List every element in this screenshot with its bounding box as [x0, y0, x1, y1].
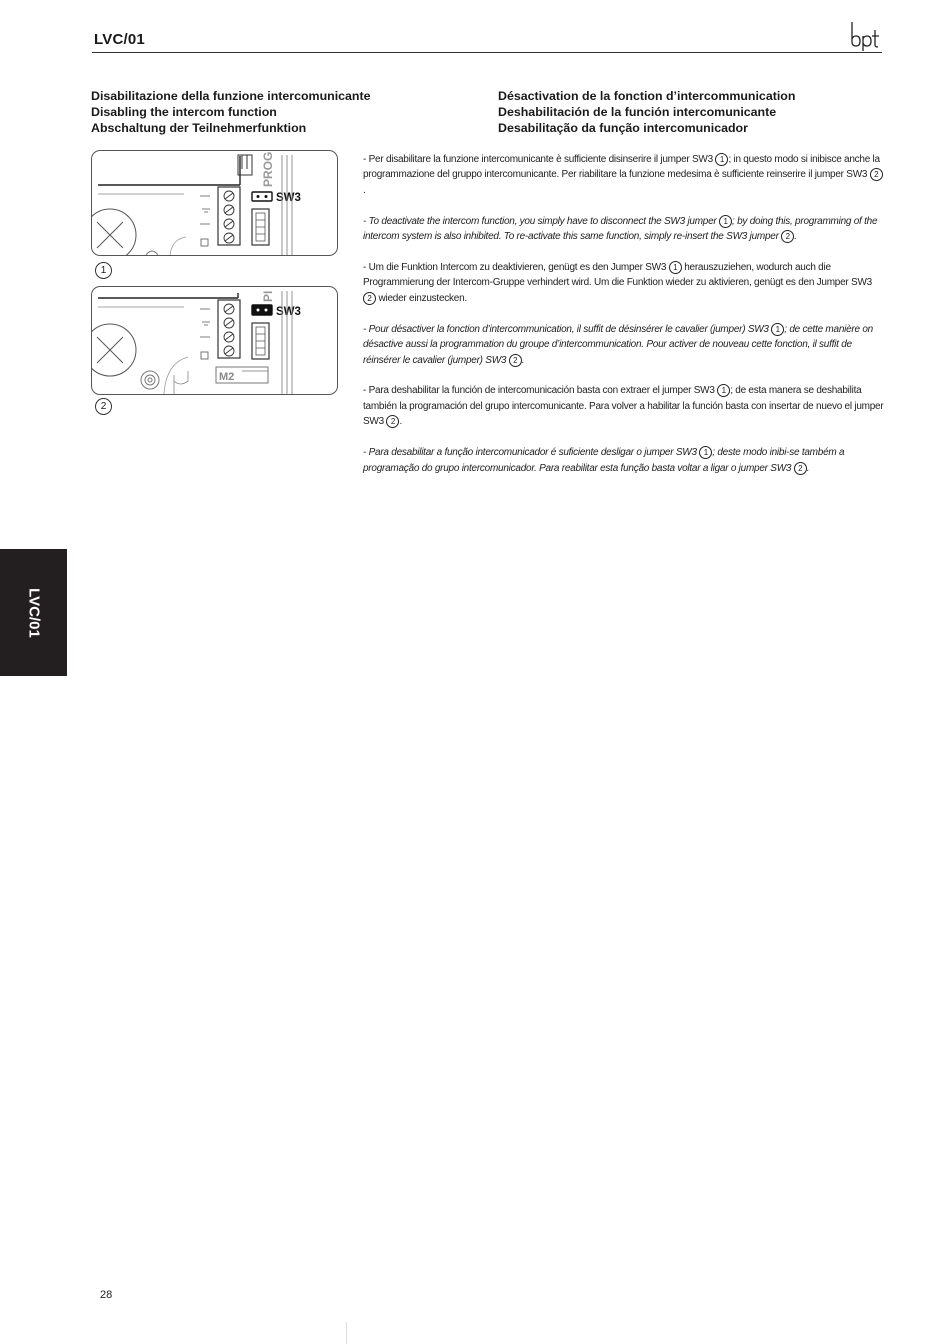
paragraph-es: - Para deshabilitar la función de intercomunicación basta con extraer el jumper SW3 1 ; de esta manera se deshabilita también la programación del grupo intercomunicante. Para volver a habilitar la función basta con insertar de nuevo el jumper SW3 2 . — [363, 385, 884, 428]
heading-pt: Desabilitação da função intercomunicador — [498, 121, 748, 135]
heading-en: Disabling the intercom function — [91, 105, 277, 119]
circled-number: 2 — [870, 168, 883, 181]
figure-1-sw3-label: SW3 — [276, 192, 301, 204]
circled-number: 2 — [386, 415, 399, 428]
figure-2-number: 2 — [95, 398, 112, 415]
paragraph-pt: - Para desabilitar a função intercomunicador é suficiente desligar o jumper SW3 1 ; deste modo inibi-se também a programação do grupo intercomunicador. Para reabilitar esta função basta voltar a ligar o jumper SW3 2 . — [363, 447, 845, 474]
page-header-title: LVC/01 — [94, 31, 145, 48]
figure-2-jumper-inserted — [91, 286, 338, 395]
circled-number: 1 — [719, 215, 732, 228]
paragraph-fr: - Pour désactiver la fonction d’intercommunication, il suffit de désinsérer le cavalier (jumper) SW3 1 ; de cette manière on désactive aussi la programmation du groupe d’intercommunication. Pour activer de nouveau cette fonction, il suffit de réinsérer le cavalier (jumper) SW3 2 . — [363, 323, 873, 366]
figure-2-m2-text: M2 — [219, 371, 235, 383]
circled-number: 1 — [715, 153, 728, 166]
bpt-logo — [846, 18, 884, 52]
headings-right — [498, 88, 795, 136]
instruction-text — [363, 152, 885, 492]
figure-1-number: 1 — [95, 262, 112, 279]
paragraph-de: - Um die Funktion Intercom zu deaktivieren, genügt es den Jumper SW3 1 herauszuziehen, wodurch auch die Programmierung der Intercom-Gruppe verhindert wird. Um die Funktion wieder zu aktivieren, genügt es den Jumper SW3 2 wieder einzustecken. — [363, 262, 872, 304]
circled-number: 2 — [363, 292, 376, 305]
circled-number: 2 — [794, 462, 807, 475]
figure-2-pi-text: PI — [261, 290, 275, 302]
page-number: 28 — [100, 1289, 113, 1301]
paragraph-it: - Per disabilitare la funzione intercomunicante è sufficiente disinserire il jumper SW3 1 ; in questo modo si inibisce anche la programmazione del gruppo intercomunicante. Per riabilitare la funzione medesima è sufficiente reinserire il jumper SW3 2. — [363, 152, 885, 198]
figure-1-jumper-removed — [91, 150, 338, 256]
heading-es: Deshabilitación de la función intercomunicante — [498, 105, 777, 119]
side-tab-label: LVC/01 — [25, 587, 42, 638]
paragraph-en: - To deactivate the intercom function, you simply have to disconnect the SW3 jumper 1 ; by doing this, programming of the intercom system is also inhibited. To re-activate this same function, simply re-insert the SW3 jumper 2 . — [363, 215, 878, 243]
circled-number: 1 — [771, 323, 784, 336]
circled-number: 2 — [781, 230, 794, 243]
circled-number: 2 — [509, 354, 522, 367]
circled-number: 1 — [669, 261, 682, 274]
heading-fr: Désactivation de la fonction d’intercommunication — [498, 89, 796, 103]
figure-2-sw3-label: SW3 — [276, 306, 301, 318]
circled-number: 1 — [717, 384, 730, 397]
heading-de: Abschaltung der Teilnehmerfunktion — [91, 121, 307, 135]
circled-number: 1 — [699, 446, 712, 459]
side-tab — [0, 549, 67, 676]
header-rule — [92, 52, 882, 53]
headings-left — [91, 88, 371, 136]
heading-it: Disabilitazione della funzione intercomunicante — [91, 89, 371, 103]
figure-1-prog-text: PROG — [261, 151, 275, 187]
center-mark — [346, 1322, 347, 1344]
